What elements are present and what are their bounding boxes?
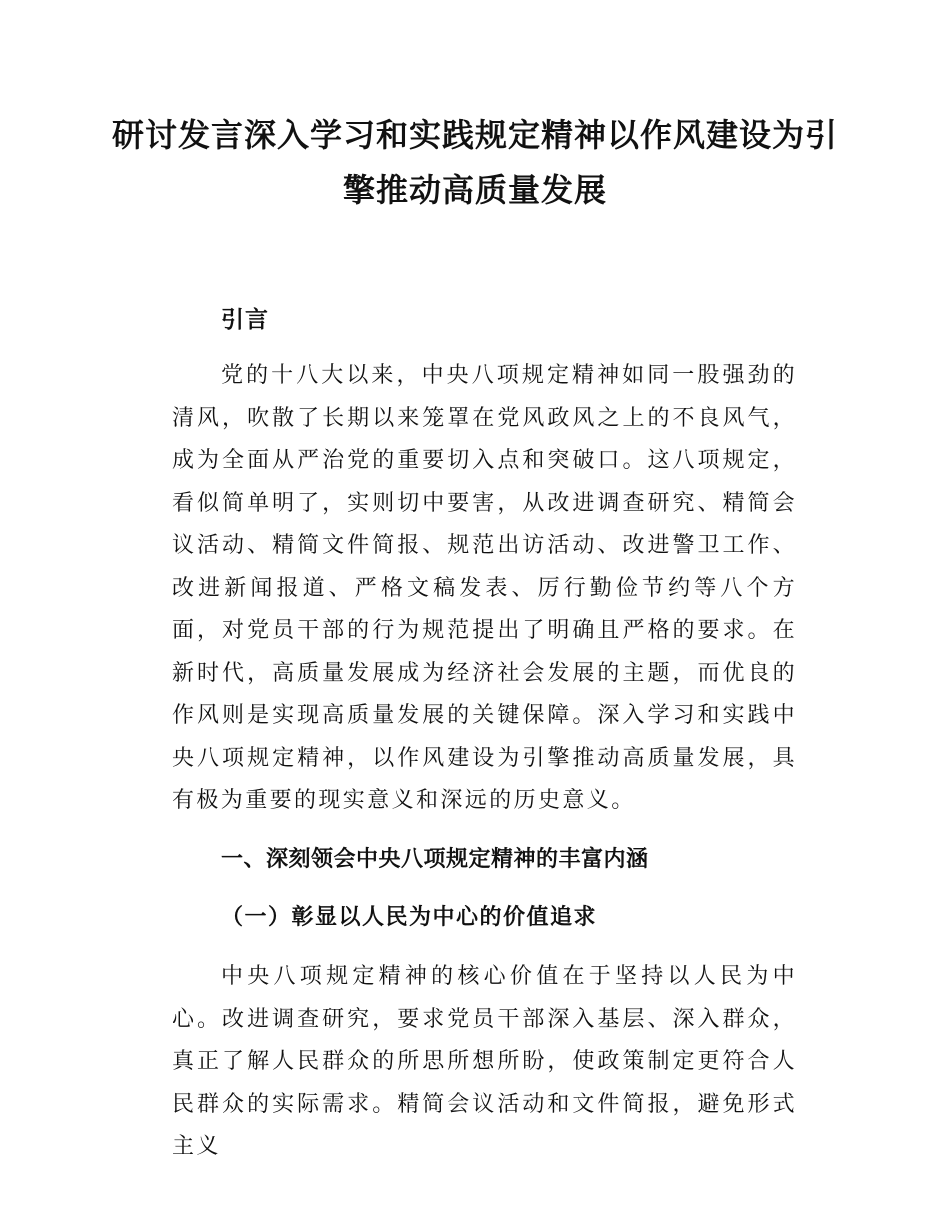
subsection-heading-1-1: （一）彰显以人民为中心的价值追求 — [221, 904, 598, 930]
section-heading-1: 一、深刻领会中央八项规定精神的丰富内涵 — [221, 847, 649, 872]
intro-body — [172, 355, 797, 823]
section-1-1-paragraph: 中央八项规定精神的核心价值在于坚持以人民为中心。改进调查研究，要求党员干部深入基层、深入群众，真正了解人民群众的所思所想所盼，使政策制定更符合人民群众的实际需求。精简会议活动和文件简报，避免形式主义 — [172, 964, 797, 1159]
intro-heading: 引言 — [221, 307, 269, 333]
section-1-1-body — [172, 956, 797, 1169]
document-title: 研讨发言深入学习和实践规定精神以作风建设为引擎推动高质量发展 — [111, 116, 838, 209]
intro-paragraph: 党的十八大以来，中央八项规定精神如同一股强劲的清风，吹散了长期以来笼罩在党风政风之上的不良风气，成为全面从严治党的重要切入点和突破口。这八项规定，看似简单明了，实则切中要害，从改进调查研究、精简会议活动、精简文件简报、规范出访活动、改进警卫工作、改进新闻报道、严格文稿发表、厉行勤俭节约等八个方面，对党员干部的行为规范提出了明确且严格的要求。在新时代，高质量发展成为经济社会发展的主题，而优良的作风则是实现高质量发展的关键保障。深入学习和实践中央八项规定精神，以作风建设为引擎推动高质量发展，具有极为重要的现实意义和深远的历史意义。 — [172, 363, 797, 813]
